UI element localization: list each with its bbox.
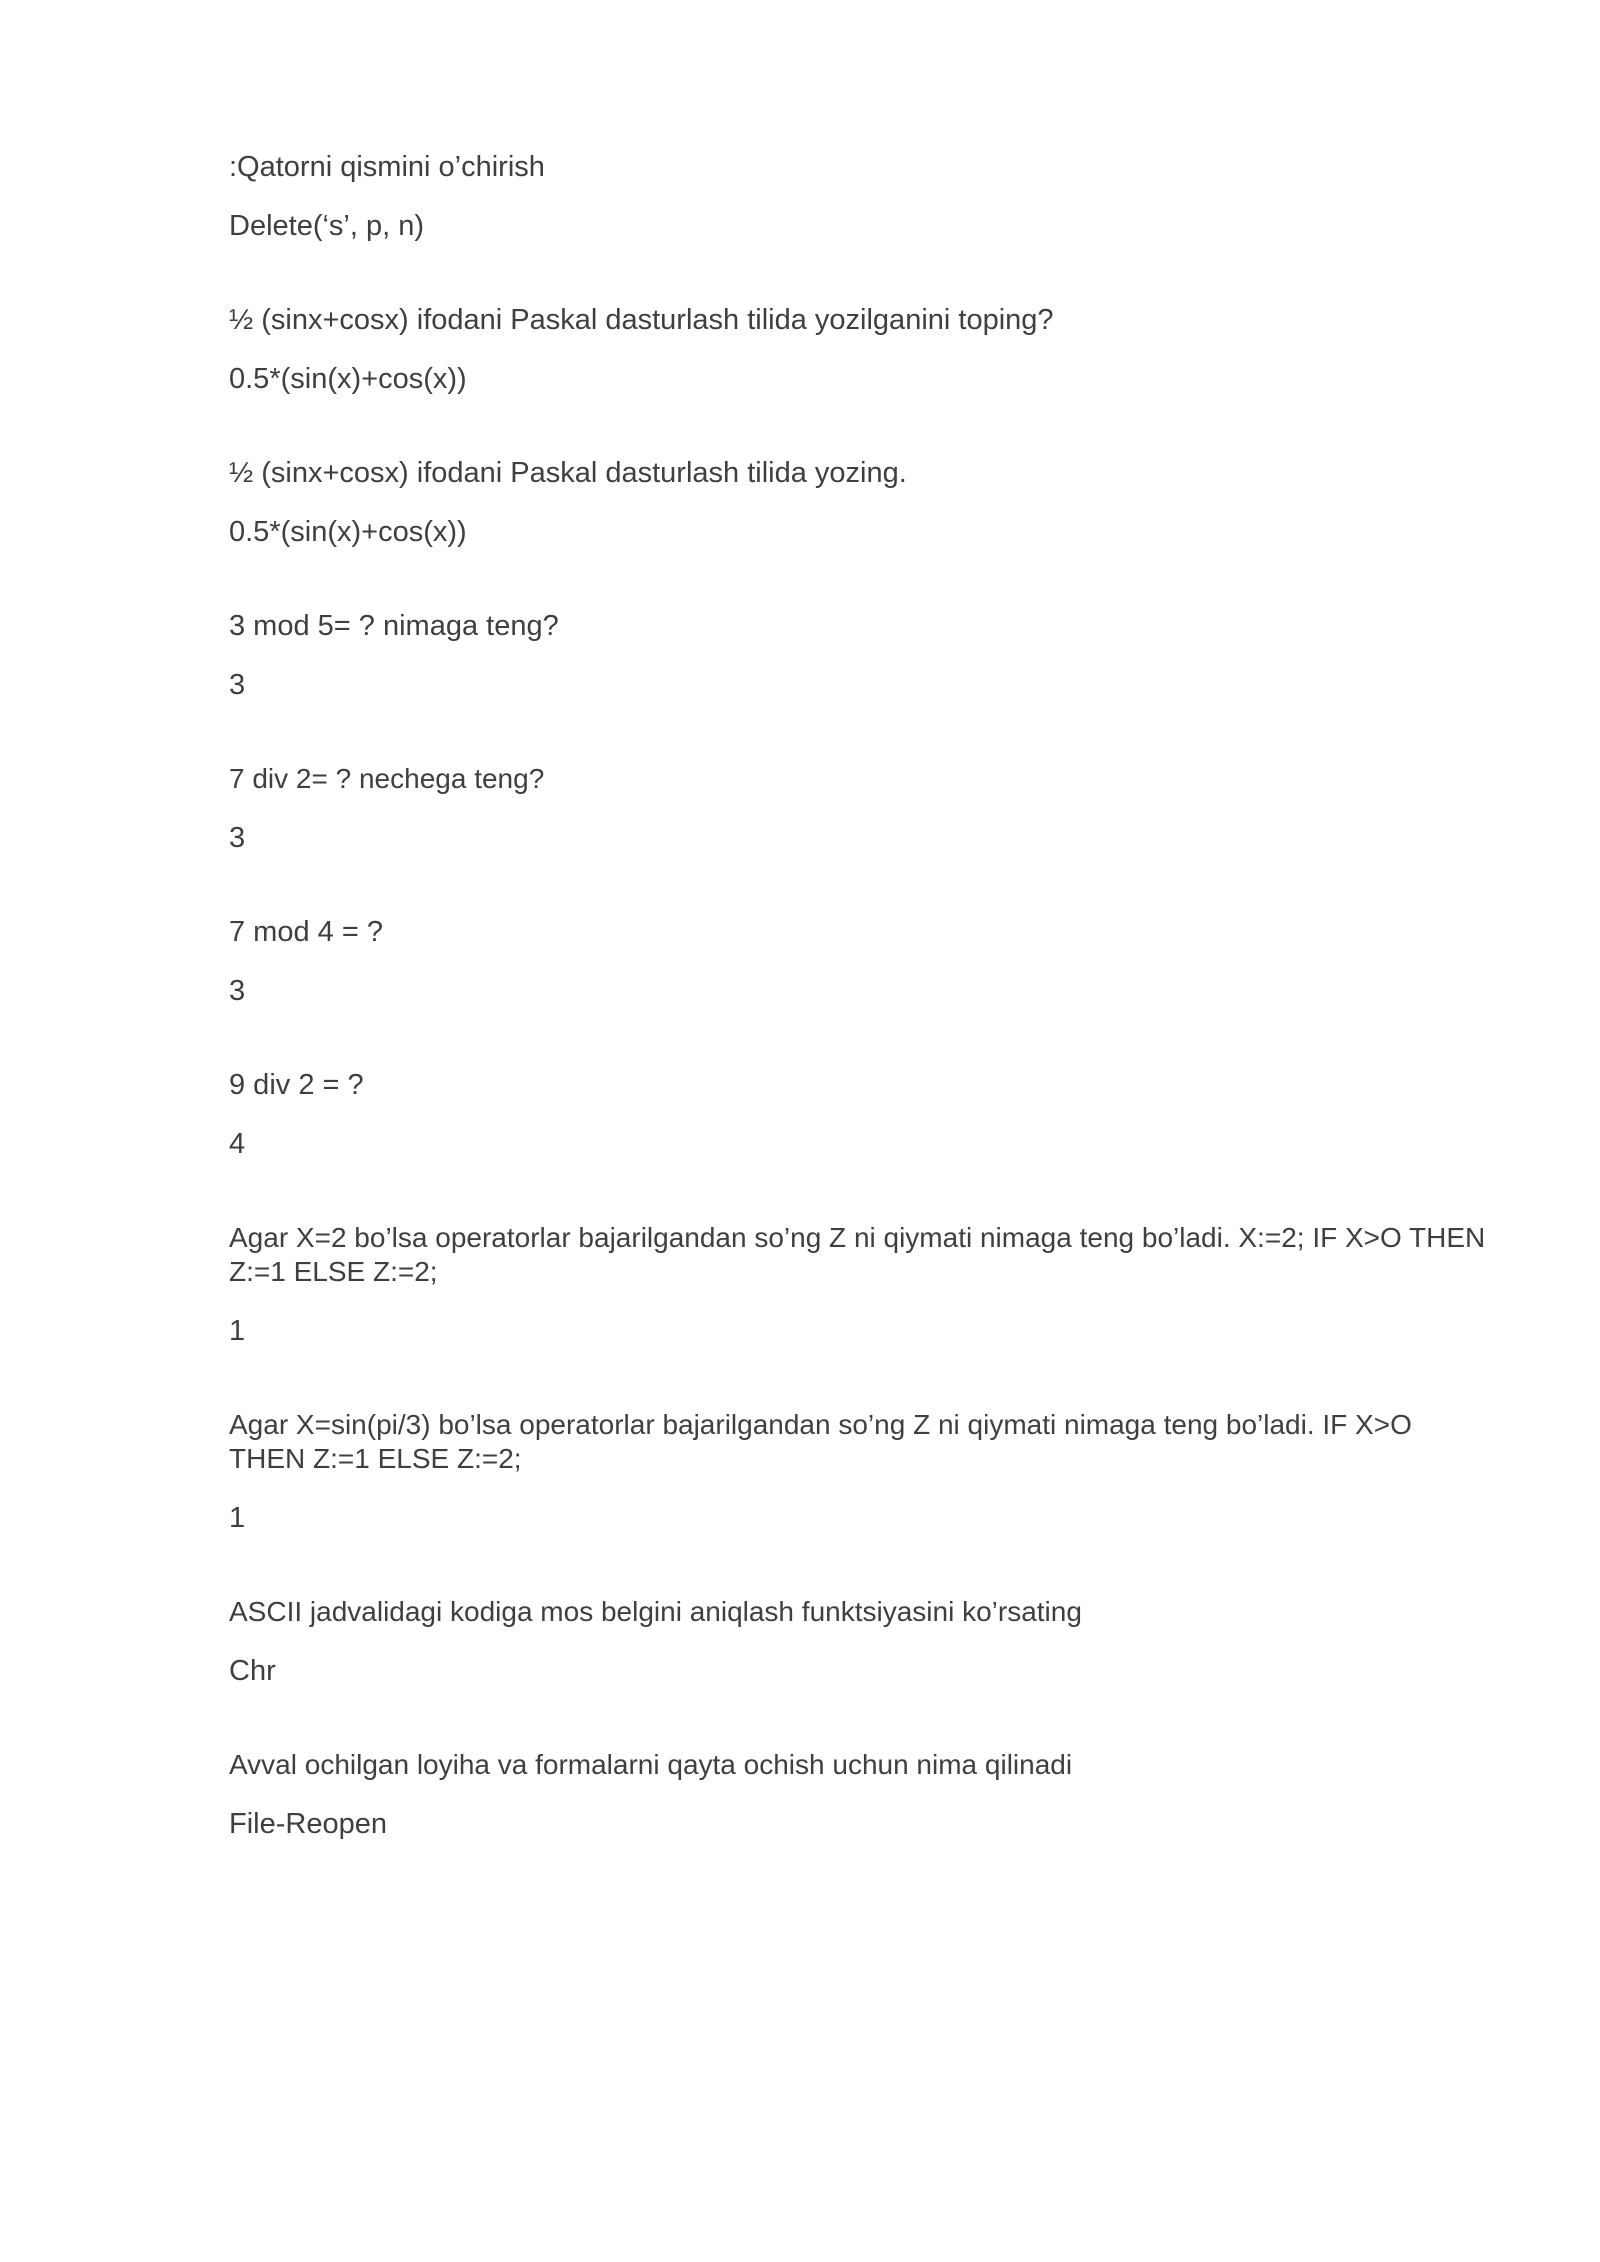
answer-text: 3 <box>229 822 246 854</box>
question-text: 3 mod 5= ? nimaga teng? <box>229 610 559 642</box>
answer-text: File-Reopen <box>229 1808 387 1840</box>
question-text: 7 div 2= ? nechega teng? <box>229 763 545 794</box>
question-text: ASCII jadvalidagi kodiga mos belgini aniqlash funktsiyasini ko’rsating <box>229 1596 1082 1627</box>
question-text: Agar X=2 bo’lsa operatorlar bajarilgandan so’ng Z ni qiymati nimaga teng bo’ladi. X:=2; IF X>O THEN Z:=1 ELSE Z:=2; <box>229 1222 1494 1287</box>
answer-text: 3 <box>229 975 246 1007</box>
qa-item <box>229 303 1489 396</box>
answer-text: 0.5*(sin(x)+cos(x)) <box>229 516 467 548</box>
question-text: 7 mod 4 = ? <box>229 916 383 948</box>
qa-item <box>229 456 1489 549</box>
answer-text: 3 <box>229 669 246 701</box>
answer-text: Delete(‘s’, p, n) <box>229 210 425 242</box>
answer-text: 1 <box>229 1315 246 1347</box>
qa-item <box>229 915 1489 1008</box>
qa-item <box>229 1595 1489 1688</box>
question-text: 9 div 2 = ? <box>229 1069 364 1101</box>
document-page <box>229 150 1494 1901</box>
question-text: Avval ochilgan loyiha va formalarni qayta ochish uchun nima qilinadi <box>229 1749 1073 1780</box>
qa-item <box>229 1221 1494 1348</box>
answer-text: 0.5*(sin(x)+cos(x)) <box>229 363 467 395</box>
answer-text: 1 <box>229 1502 246 1534</box>
qa-item <box>229 1748 1489 1841</box>
answer-text: 4 <box>229 1128 246 1160</box>
question-text: :Qatorni qismini o’chirish <box>229 151 545 183</box>
qa-item <box>229 609 1489 702</box>
answer-text: Chr <box>229 1655 276 1687</box>
qa-item <box>229 150 1489 243</box>
question-text: Agar X=sin(pi/3) bo’lsa operatorlar bajarilgandan so’ng Z ni qiymati nimaga teng bo’ladi. IF X>O THEN Z:=1 ELSE Z:=2; <box>229 1409 1420 1474</box>
question-text: ½ (sinx+cosx) ifodani Paskal dasturlash tilida yozing. <box>229 457 907 489</box>
qa-item <box>229 762 1489 855</box>
qa-item <box>229 1068 1489 1161</box>
question-text: ½ (sinx+cosx) ifodani Paskal dasturlash tilida yozilganini toping? <box>229 304 1054 336</box>
qa-item <box>229 1408 1489 1535</box>
